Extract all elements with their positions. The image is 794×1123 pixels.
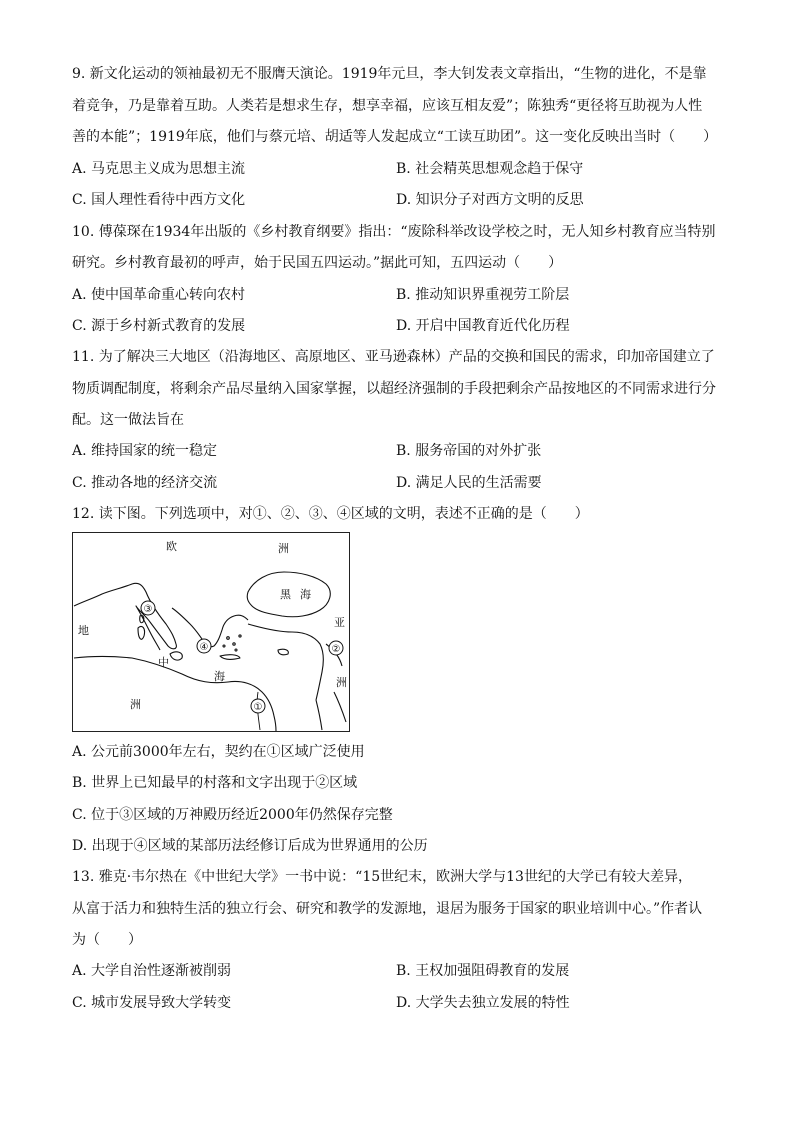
q11-option-a: A. 维持国家的统一稳定 xyxy=(72,443,218,459)
q10-option-c: C. 源于乡村新式教育的发展 xyxy=(72,318,246,334)
q11-option-d: D. 满足人民的生活需要 xyxy=(396,475,542,491)
q13-stem-line-1: 13. 雅克·韦尔热在《中世纪大学》一书中说：“15世纪末，欧洲大学与13世纪的大学已有较大差异， xyxy=(72,869,692,885)
map-marker-4: ④ xyxy=(199,642,209,653)
q9-stem-line-2: 着竞争，乃是靠着互助。人类若是想求生存，想享幸福，应该互相友爱”；陈独秀“更径将互助视为人性 xyxy=(72,98,703,114)
q12-option-d: D. 出现于④区域的某部历法经修订后成为世界通用的公历 xyxy=(72,838,428,854)
mediterranean-map xyxy=(72,532,350,732)
q13-option-d: D. 大学失去独立发展的特性 xyxy=(396,995,570,1011)
q10-stem-line-1: 10. 傅葆琛在1934年出版的《乡村教育纲要》指出：“废除科举改设学校之时，无人知乡村教育应当特别 xyxy=(72,224,716,240)
q9-option-b: B. 社会精英思想观念趋于保守 xyxy=(396,161,584,177)
q9-option-d: D. 知识分子对西方文明的反思 xyxy=(396,192,584,208)
q12-option-b: B. 世界上已知最早的村落和文字出现于②区域 xyxy=(72,775,358,791)
q11-option-b: B. 服务帝国的对外扩张 xyxy=(396,443,542,459)
q13-stem-line-2: 从富于活力和独特生活的独立行会、研究和教学的发源地，退居为服务于国家的职业培训中心。”作者认 xyxy=(72,901,703,917)
q11-stem-line-2: 物质调配制度，将剩余产品尽量纳入国家掌握，以超经济强制的手段把剩余产品按地区的不同需求进行分 xyxy=(72,381,716,397)
q11-stem-line-3: 配。这一做法旨在 xyxy=(72,412,184,428)
q9-option-a: A. 马克思主义成为思想主流 xyxy=(72,161,246,177)
map-label-di: 地 xyxy=(78,624,89,637)
map-label-zhou-bottom: 洲 xyxy=(130,698,141,711)
q13-stem-line-3: 为（ ） xyxy=(72,932,142,948)
q9-stem-line-1: 9. 新文化运动的领袖最初无不服膺天演论。1919年元旦，李大钊发表文章指出，“生物的进化，不是靠 xyxy=(72,66,707,82)
q9-option-c: C. 国人理性看待中西方文化 xyxy=(72,192,246,208)
map-label-hai-black: 海 xyxy=(300,588,311,601)
map-marker-1: ① xyxy=(253,702,263,713)
q10-option-d: D. 开启中国教育近代化历程 xyxy=(396,318,570,334)
map-label-ou: 欧 xyxy=(166,540,177,553)
map-label-zhong: 中 xyxy=(158,656,169,669)
map-label-hai-med: 海 xyxy=(214,670,225,683)
map-label-zhou-right: 洲 xyxy=(336,676,347,689)
q12-option-c: C. 位于③区域的万神殿历经近2000年仍然保存完整 xyxy=(72,807,393,823)
q13-option-c: C. 城市发展导致大学转变 xyxy=(72,995,232,1011)
map-marker-2: ② xyxy=(331,644,341,655)
q11-stem-line-1: 11. 为了解决三大地区（沿海地区、高原地区、亚马逊森林）产品的交换和国民的需求，印加帝国建立了 xyxy=(72,349,715,365)
map-label-zhou-top: 洲 xyxy=(278,542,289,555)
q12-stem: 12. 读下图。下列选项中，对①、②、③、④区域的文明，表述不正确的是（ ） xyxy=(72,506,589,522)
q10-option-b: B. 推动知识界重视劳工阶层 xyxy=(396,287,570,303)
q10-option-a: A. 使中国革命重心转向农村 xyxy=(72,287,246,303)
q13-option-b: B. 王权加强阻碍教育的发展 xyxy=(396,963,570,979)
map-label-hei: 黑 xyxy=(280,588,291,601)
map-marker-3: ③ xyxy=(143,604,153,615)
q12-option-a: A. 公元前3000年左右，契约在①区域广泛使用 xyxy=(72,744,365,760)
q10-stem-line-2: 研究。乡村教育最初的呼声，始于民国五四运动。”据此可知，五四运动（ ） xyxy=(72,255,563,271)
map-label-ya: 亚 xyxy=(334,616,345,629)
q11-option-c: C. 推动各地的经济交流 xyxy=(72,475,218,491)
q13-option-a: A. 大学自治性逐渐被削弱 xyxy=(72,963,232,979)
q9-stem-line-3: 善的本能”；1919年底，他们与蔡元培、胡适等人发起成立“工读互助团”。这一变化反映出当时（ ） xyxy=(72,129,718,145)
